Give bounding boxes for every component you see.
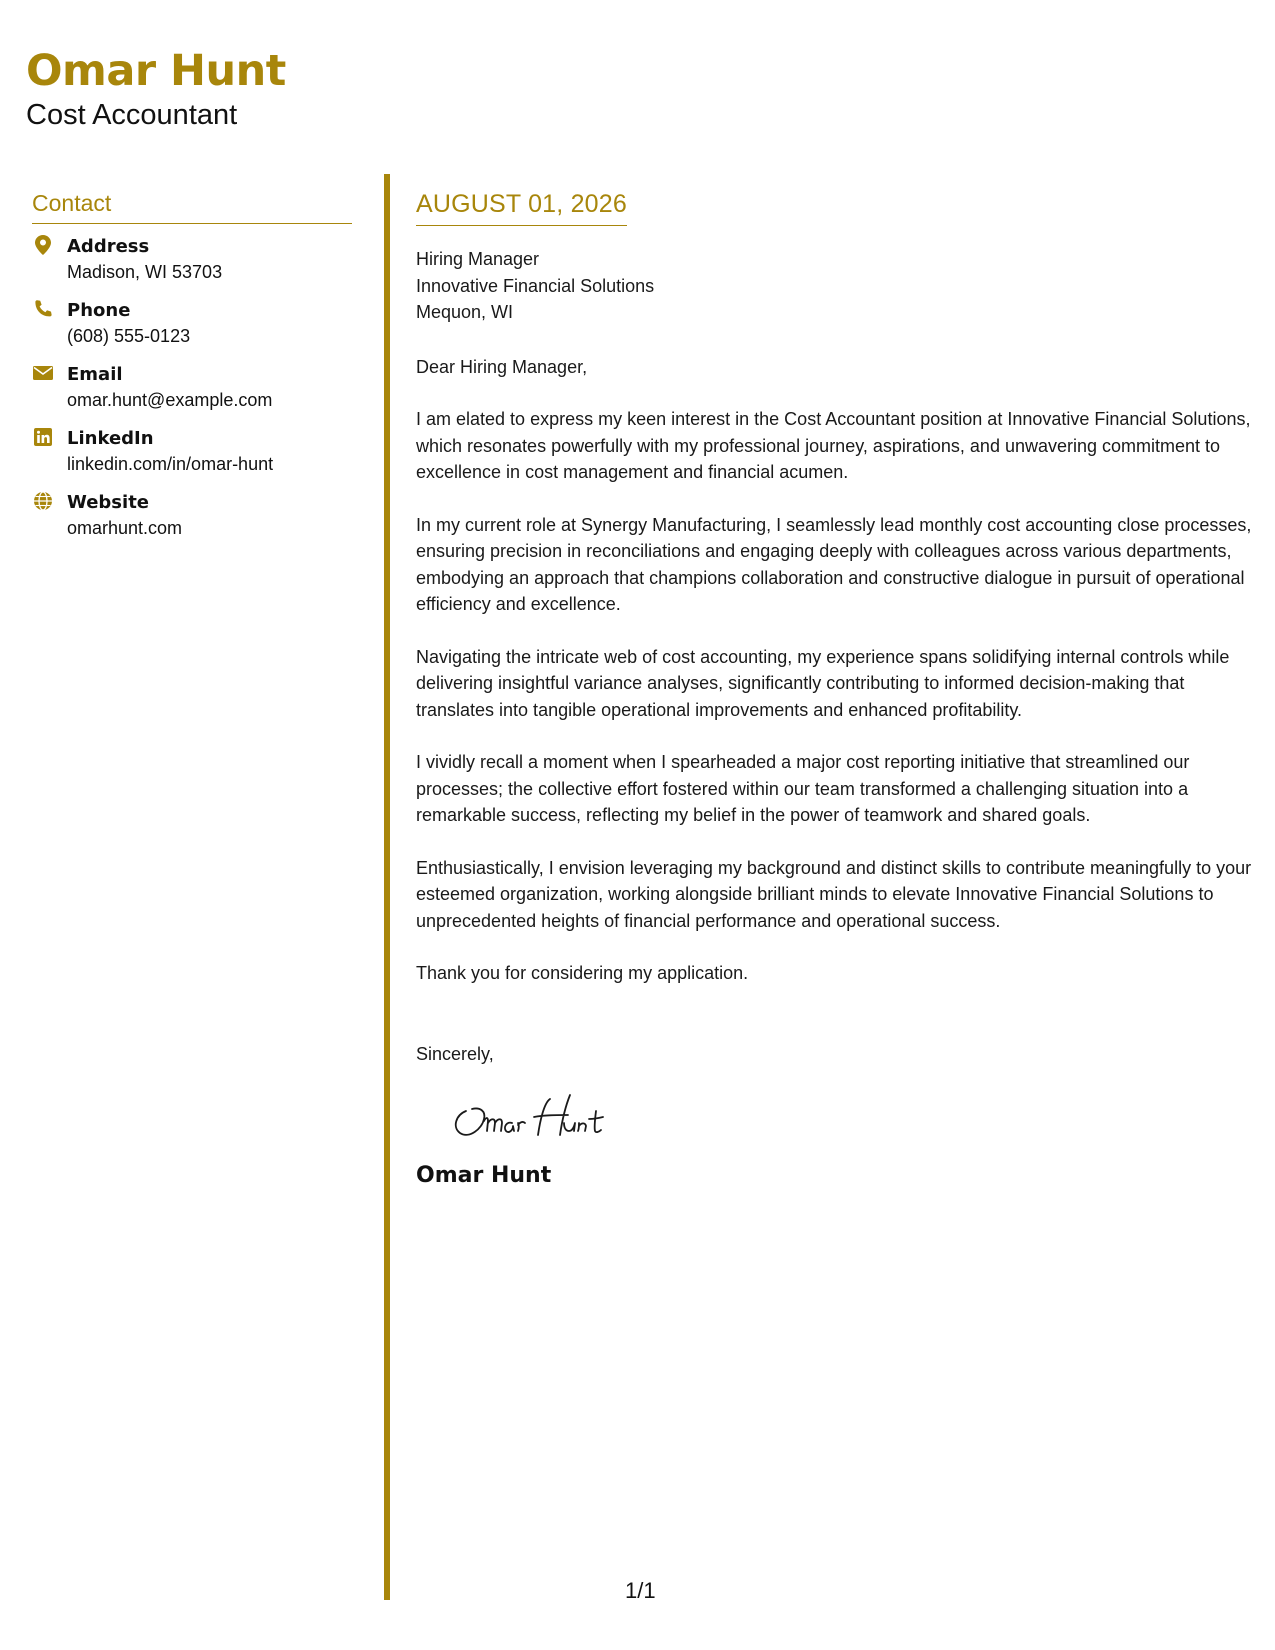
contact-label: LinkedIn: [67, 428, 154, 449]
letter-date: AUGUST 01, 2026: [416, 190, 627, 226]
contact-value: omar.hunt@example.com: [67, 390, 273, 410]
contact-item-address: [32, 234, 352, 284]
recipient-line: Hiring Manager: [416, 249, 540, 269]
applicant-job-title: Cost Accountant: [26, 99, 238, 131]
contact-value: linkedin.com/in/omar-hunt: [67, 454, 274, 474]
vertical-divider: [384, 174, 390, 1600]
body-paragraph: I vividly recall a moment when I spearheaded a major cost reporting initiative that streamlined our processes; the collective effort fostered within our team transformed a challenging situation into a remarkable success, reflecting my belief in the power of teamwork and shared goals.: [416, 752, 1190, 825]
body-paragraph: I am elated to express my keen interest in the Cost Accountant position at Innovative Financial Solutions, which resonates powerfully with my professional journey, aspirations, and unwavering commitment to excellence in cost management and financial acumen.: [416, 409, 1251, 482]
contact-sidebar: [32, 190, 352, 554]
signed-name: Omar Hunt: [416, 1163, 552, 1188]
contact-label: Email: [67, 364, 123, 385]
contact-heading: Contact: [32, 190, 352, 224]
contact-item-phone: [32, 298, 352, 348]
map-pin-icon: [32, 234, 54, 256]
contact-label: Address: [67, 236, 150, 257]
globe-icon: [32, 490, 54, 512]
page-number: 1/1: [625, 1578, 656, 1603]
recipient-line: Mequon, WI: [416, 302, 514, 322]
body-paragraph: In my current role at Synergy Manufacturing, I seamlessly lead monthly cost accounting close processes, ensuring precision in reconciliations and engaging deeply with colleagues across various departments, embodying an approach that champions collaboration and constructive dialogue in pursuit of operational efficiency and excellence.: [416, 514, 1252, 614]
contact-item-website: [32, 490, 352, 540]
applicant-name: Omar Hunt: [26, 46, 286, 96]
contact-label: Phone: [67, 300, 131, 321]
recipient-block: [416, 246, 1256, 326]
contact-item-linkedin: [32, 426, 352, 476]
linkedin-icon: [32, 426, 54, 448]
contact-value: (608) 555-0123: [67, 326, 191, 346]
contact-value: Madison, WI 53703: [67, 262, 223, 282]
salutation: Dear Hiring Manager,: [416, 356, 588, 377]
handwritten-signature: [446, 1089, 1256, 1145]
contact-value: omarhunt.com: [67, 518, 183, 538]
letter-header: [26, 46, 286, 131]
body-paragraph: Navigating the intricate web of cost accounting, my experience spans solidifying internal controls while delivering insightful variance analyses, significantly contributing to informed decision-making that translates into tangible operational improvements and enhanced profitability.: [416, 646, 1230, 720]
recipient-line: Innovative Financial Solutions: [416, 275, 655, 296]
contact-label: Website: [67, 492, 150, 513]
body-paragraph: Enthusiastically, I envision leveraging my background and distinct skills to contribute meaningfully to your esteemed organization, working alongside brilliant minds to elevate Innovative Financial Solutions to unprecedented heights of financial performance and operational success.: [416, 857, 1252, 931]
phone-icon: [32, 298, 54, 320]
envelope-icon: [32, 362, 54, 384]
closing: Sincerely,: [416, 1043, 494, 1064]
contact-item-email: [32, 362, 352, 412]
body-paragraph: Thank you for considering my application.: [416, 963, 749, 983]
letter-body: [416, 190, 1256, 1188]
